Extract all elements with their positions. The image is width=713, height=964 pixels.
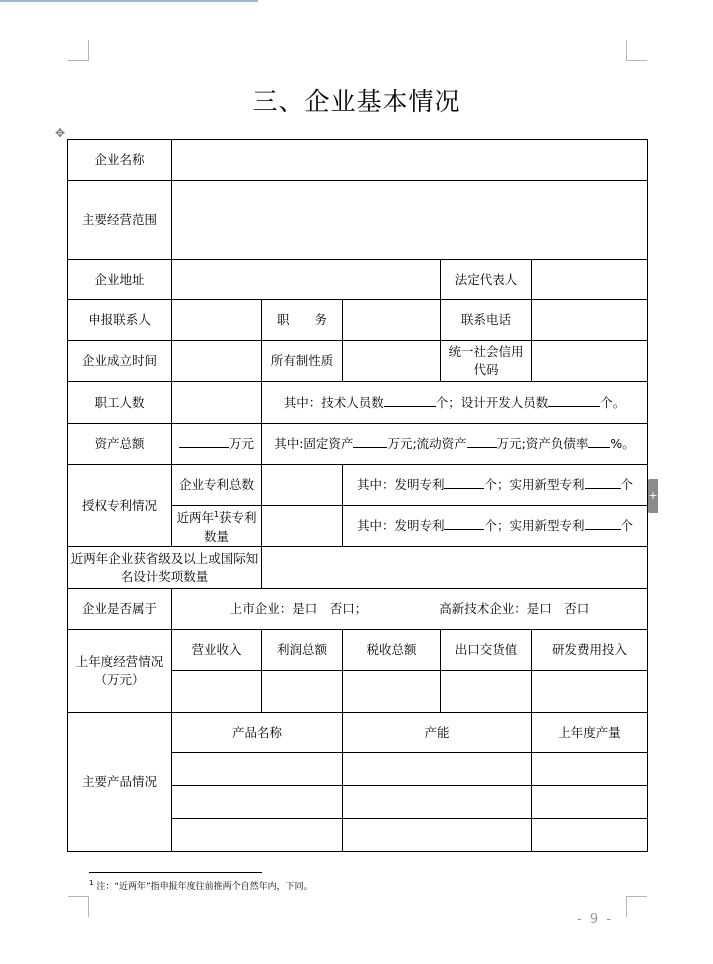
staff-field[interactable] bbox=[172, 382, 262, 424]
label-patents: 授权专利情况 bbox=[68, 465, 172, 547]
footnote-ref: 1 bbox=[213, 510, 220, 520]
invention-patent-blank[interactable] bbox=[444, 476, 484, 489]
patent-recent-detail-text-1: 其中：发明专利 bbox=[356, 518, 445, 533]
plus-icon[interactable]: + bbox=[648, 479, 658, 513]
patent-total-field[interactable] bbox=[262, 465, 343, 506]
crop-mark-bottom-left bbox=[68, 896, 89, 917]
footnote-marker: 1 bbox=[89, 879, 94, 887]
recent-invention-patent-blank[interactable] bbox=[444, 517, 484, 530]
crop-mark-top-left bbox=[68, 40, 89, 61]
output-field[interactable] bbox=[532, 819, 648, 852]
belongs-options bbox=[172, 589, 648, 630]
patent-detail-text-1: 其中：发明专利 bbox=[356, 477, 445, 492]
debt-ratio-blank[interactable] bbox=[588, 435, 610, 448]
label-credit-code: 统一社会信用代码 bbox=[441, 341, 532, 382]
patent-recent-text: 近两年 bbox=[176, 510, 214, 526]
business-scope-field[interactable] bbox=[172, 181, 648, 260]
header-capacity: 产能 bbox=[343, 713, 532, 753]
product-name-field[interactable] bbox=[172, 819, 343, 852]
label-contact: 申报联系人 bbox=[68, 300, 172, 341]
label-company-name: 企业名称 bbox=[68, 140, 172, 181]
recent-utility-patent-blank[interactable] bbox=[585, 517, 621, 530]
page-title: 三、企业基本情况 bbox=[252, 87, 461, 116]
utility-patent-blank[interactable] bbox=[585, 476, 621, 489]
patent-detail-text-3: 个 bbox=[620, 477, 634, 492]
patent-recent-detail-text-2: 个；实用新型专利 bbox=[484, 518, 585, 533]
capacity-field[interactable] bbox=[343, 753, 532, 786]
footnote-separator bbox=[89, 872, 262, 873]
label-last-year: 上年度经营情况（万元） bbox=[68, 630, 172, 713]
ownership-field[interactable] bbox=[343, 341, 441, 382]
label-belongs: 企业是否属于 bbox=[68, 589, 172, 630]
label-ownership: 所有制性质 bbox=[262, 341, 343, 382]
patent-recent-field[interactable] bbox=[262, 506, 343, 547]
capacity-field[interactable] bbox=[343, 786, 532, 819]
tax-field[interactable] bbox=[343, 671, 441, 713]
current-assets-blank[interactable] bbox=[467, 435, 497, 448]
assets-detail-text-1: 其中:固定资产 bbox=[274, 436, 354, 451]
hightech-option[interactable]: 高新技术企业：是口 否口 bbox=[439, 601, 590, 616]
footnote-text: 注：“近两年”指申报年度往前推两个自然年内，下同。 bbox=[96, 882, 313, 892]
header-output: 上年度产量 bbox=[532, 713, 648, 753]
header-revenue: 营业收入 bbox=[172, 630, 262, 671]
assets-detail-text-2: 万元;流动资产 bbox=[387, 436, 467, 451]
move-handle-icon[interactable]: ✥ bbox=[55, 126, 66, 140]
product-name-field[interactable] bbox=[172, 786, 343, 819]
staff-detail bbox=[262, 382, 648, 424]
header-rd: 研发费用投入 bbox=[532, 630, 648, 671]
label-products: 主要产品情况 bbox=[68, 713, 172, 852]
label-staff: 职工人数 bbox=[68, 382, 172, 424]
header-profit: 利润总额 bbox=[262, 630, 343, 671]
tech-staff-blank[interactable] bbox=[384, 394, 436, 407]
label-address: 企业地址 bbox=[68, 260, 172, 300]
label-legal-rep: 法定代表人 bbox=[441, 260, 532, 300]
top-accent-bar bbox=[0, 0, 258, 2]
product-name-field[interactable] bbox=[172, 753, 343, 786]
label-patent-total: 企业专利总数 bbox=[172, 465, 262, 506]
assets-detail-text-4: %。 bbox=[610, 436, 635, 451]
label-founded: 企业成立时间 bbox=[68, 341, 172, 382]
crop-mark-top-right bbox=[626, 40, 647, 61]
revenue-field[interactable] bbox=[172, 671, 262, 713]
page-number: - 9 - bbox=[577, 912, 613, 927]
patent-detail-text-2: 个；实用新型专利 bbox=[484, 477, 585, 492]
label-business-scope: 主要经营范围 bbox=[68, 181, 172, 260]
assets-field bbox=[172, 424, 262, 465]
output-field[interactable] bbox=[532, 786, 648, 819]
assets-unit: 万元 bbox=[228, 436, 254, 451]
capacity-field[interactable] bbox=[343, 819, 532, 852]
rd-field[interactable] bbox=[532, 671, 648, 713]
output-field[interactable] bbox=[532, 753, 648, 786]
staff-detail-text-b: 个；设计开发人员数 bbox=[435, 394, 549, 410]
legal-rep-field[interactable] bbox=[532, 260, 648, 300]
label-phone: 联系电话 bbox=[441, 300, 532, 341]
patent-recent-detail bbox=[343, 506, 648, 547]
patent-total-detail bbox=[343, 465, 648, 506]
profit-field[interactable] bbox=[262, 671, 343, 713]
assets-detail-text-3: 万元;资产负债率 bbox=[496, 436, 589, 451]
assets-detail bbox=[262, 424, 648, 465]
staff-detail-text-c: 个。 bbox=[600, 394, 626, 410]
position-field[interactable] bbox=[343, 300, 441, 341]
header-tax: 税收总额 bbox=[343, 630, 441, 671]
header-export: 出口交货值 bbox=[441, 630, 532, 671]
awards-field[interactable] bbox=[262, 547, 648, 589]
label-awards: 近两年企业获省级及以上或国际知名设计奖项数量 bbox=[68, 547, 262, 589]
header-product-name: 产品名称 bbox=[172, 713, 343, 753]
label-assets: 资产总额 bbox=[68, 424, 172, 465]
assets-total-blank[interactable] bbox=[179, 435, 229, 448]
listed-company-option[interactable]: 上市企业：是口 否口； bbox=[229, 601, 368, 616]
credit-code-field[interactable] bbox=[532, 341, 648, 382]
patent-recent-tail: 获专利数量 bbox=[203, 510, 257, 544]
footnote bbox=[89, 879, 313, 892]
founded-field[interactable] bbox=[172, 341, 262, 382]
fixed-assets-blank[interactable] bbox=[353, 435, 387, 448]
label-patent-recent bbox=[172, 506, 262, 547]
label-position: 职 务 bbox=[262, 300, 343, 341]
export-field[interactable] bbox=[441, 671, 532, 713]
address-field[interactable] bbox=[172, 260, 441, 300]
design-staff-blank[interactable] bbox=[548, 394, 600, 407]
phone-field[interactable] bbox=[532, 300, 648, 341]
crop-mark-bottom-right bbox=[626, 896, 647, 917]
enterprise-info-table bbox=[67, 139, 648, 852]
staff-detail-text-a: 其中：技术人员数 bbox=[283, 394, 384, 410]
company-name-field[interactable] bbox=[172, 140, 648, 181]
patent-recent-detail-text-3: 个 bbox=[620, 518, 634, 533]
contact-field[interactable] bbox=[172, 300, 262, 341]
